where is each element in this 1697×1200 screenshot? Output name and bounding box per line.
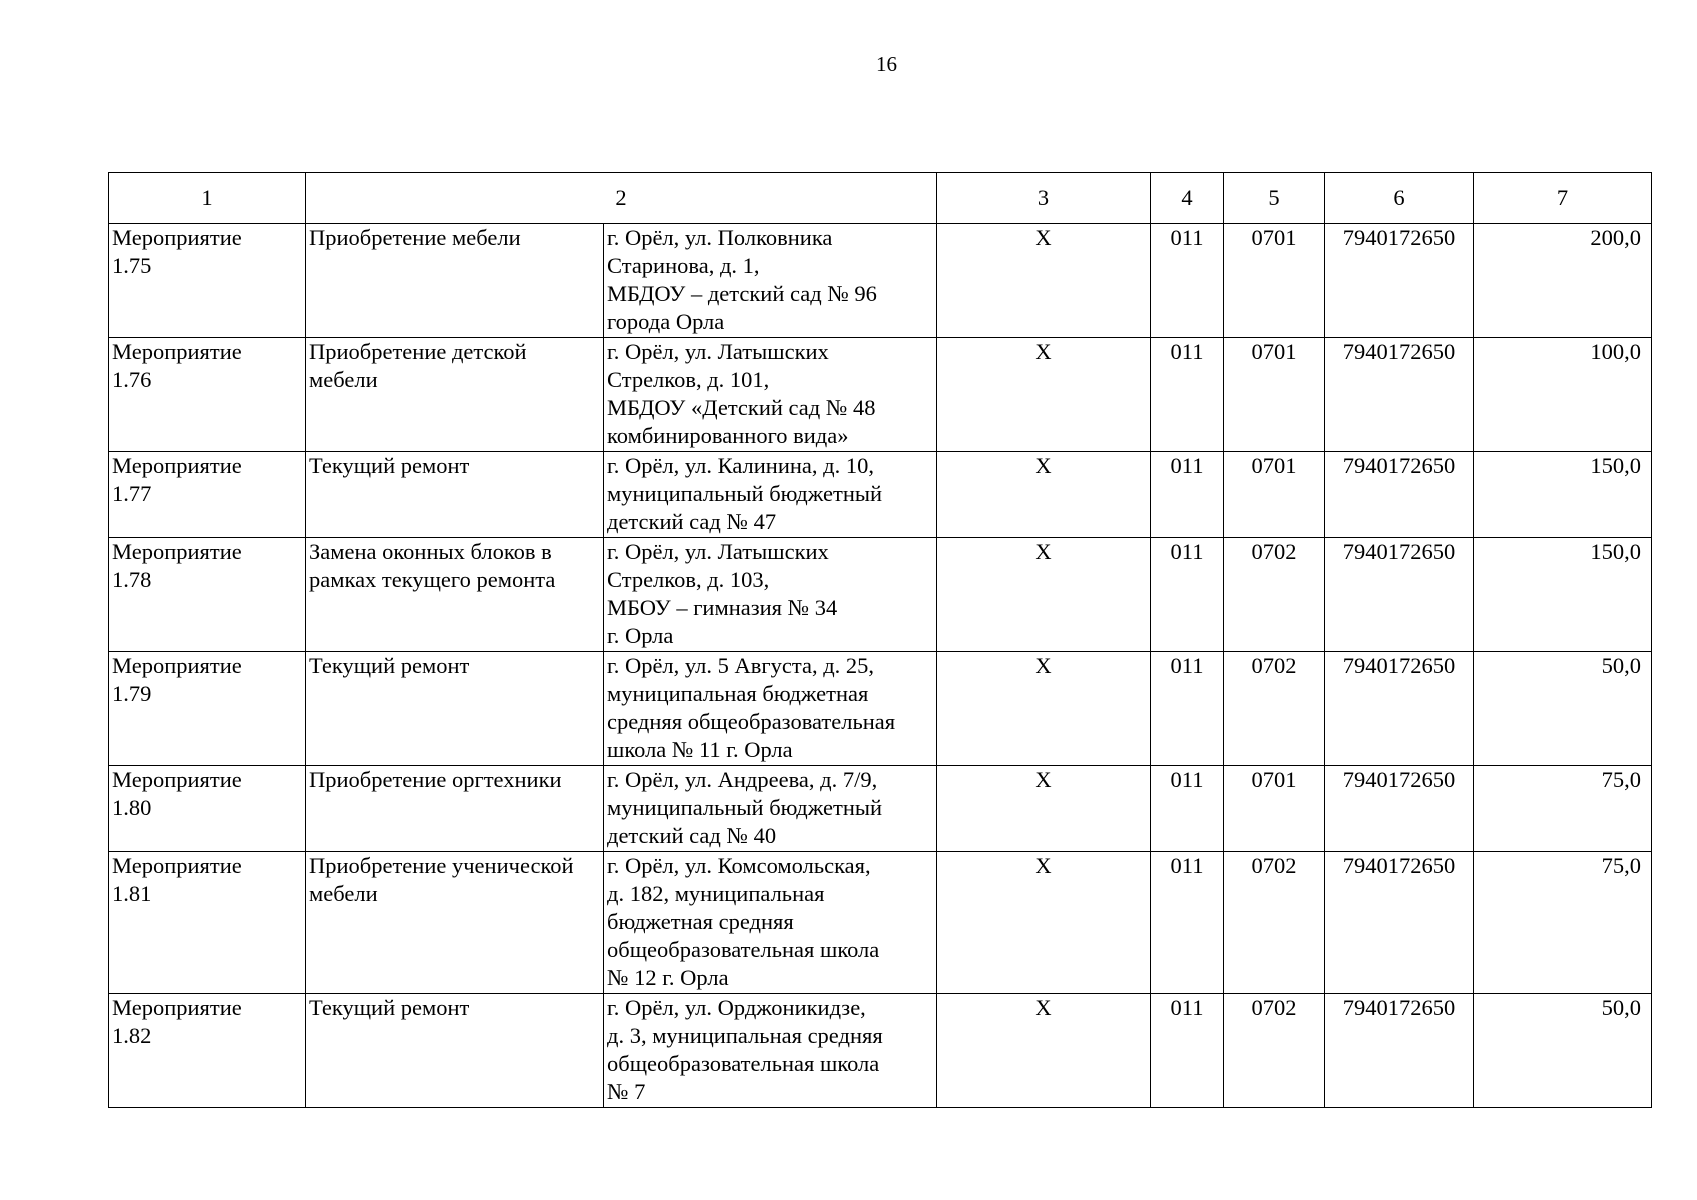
address-cell: г. Орёл, ул. Латышских Стрелков, д. 103, МБОУ – гимназия № 34 г. Орла bbox=[604, 538, 937, 652]
budget-table bbox=[108, 172, 1652, 1108]
event-cell: Мероприятие 1.77 bbox=[109, 452, 306, 538]
header-col-7: 7 bbox=[1474, 173, 1652, 224]
amount-cell: 100,0 bbox=[1474, 338, 1652, 452]
code-4-cell: 011 bbox=[1151, 852, 1224, 994]
event-cell: Мероприятие 1.76 bbox=[109, 338, 306, 452]
address-cell: г. Орёл, ул. Калинина, д. 10, муниципальный бюджетный детский сад № 47 bbox=[604, 452, 937, 538]
table-row bbox=[109, 652, 1652, 766]
table-row bbox=[109, 338, 1652, 452]
code-5-cell: 0702 bbox=[1224, 994, 1325, 1108]
address-cell: г. Орёл, ул. Латышских Стрелков, д. 101, МБДОУ «Детский сад № 48 комбинированного вида» bbox=[604, 338, 937, 452]
amount-cell: 50,0 bbox=[1474, 652, 1652, 766]
marker-cell: Х bbox=[937, 224, 1151, 338]
code-4-cell: 011 bbox=[1151, 766, 1224, 852]
table-row bbox=[109, 224, 1652, 338]
code-6-cell: 7940172650 bbox=[1325, 224, 1474, 338]
code-5-cell: 0701 bbox=[1224, 766, 1325, 852]
code-6-cell: 7940172650 bbox=[1325, 538, 1474, 652]
amount-cell: 75,0 bbox=[1474, 766, 1652, 852]
description-cell: Приобретение детской мебели bbox=[306, 338, 604, 452]
code-6-cell: 7940172650 bbox=[1325, 452, 1474, 538]
amount-cell: 150,0 bbox=[1474, 538, 1652, 652]
description-cell: Замена оконных блоков в рамках текущего ремонта bbox=[306, 538, 604, 652]
table-header bbox=[109, 173, 1652, 224]
amount-cell: 150,0 bbox=[1474, 452, 1652, 538]
table-row bbox=[109, 452, 1652, 538]
header-col-5: 5 bbox=[1224, 173, 1325, 224]
code-6-cell: 7940172650 bbox=[1325, 852, 1474, 994]
code-6-cell: 7940172650 bbox=[1325, 766, 1474, 852]
address-cell: г. Орёл, ул. Андреева, д. 7/9, муниципальный бюджетный детский сад № 40 bbox=[604, 766, 937, 852]
marker-cell: Х bbox=[937, 852, 1151, 994]
description-cell: Текущий ремонт bbox=[306, 994, 604, 1108]
address-cell: г. Орёл, ул. 5 Августа, д. 25, муниципальная бюджетная средняя общеобразовательная школа № 11 г. Орла bbox=[604, 652, 937, 766]
code-4-cell: 011 bbox=[1151, 994, 1224, 1108]
code-6-cell: 7940172650 bbox=[1325, 652, 1474, 766]
table-row bbox=[109, 994, 1652, 1108]
table-body bbox=[109, 224, 1652, 1108]
event-cell: Мероприятие 1.79 bbox=[109, 652, 306, 766]
marker-cell: Х bbox=[937, 452, 1151, 538]
event-cell: Мероприятие 1.75 bbox=[109, 224, 306, 338]
header-col-3: 3 bbox=[937, 173, 1151, 224]
code-5-cell: 0701 bbox=[1224, 452, 1325, 538]
code-5-cell: 0702 bbox=[1224, 652, 1325, 766]
header-row bbox=[109, 173, 1652, 224]
code-4-cell: 011 bbox=[1151, 224, 1224, 338]
table-row bbox=[109, 538, 1652, 652]
marker-cell: Х bbox=[937, 994, 1151, 1108]
event-cell: Мероприятие 1.80 bbox=[109, 766, 306, 852]
header-col-4: 4 bbox=[1151, 173, 1224, 224]
event-cell: Мероприятие 1.82 bbox=[109, 994, 306, 1108]
amount-cell: 50,0 bbox=[1474, 994, 1652, 1108]
header-col-1: 1 bbox=[109, 173, 306, 224]
code-6-cell: 7940172650 bbox=[1325, 994, 1474, 1108]
amount-cell: 75,0 bbox=[1474, 852, 1652, 994]
table-row bbox=[109, 852, 1652, 994]
code-4-cell: 011 bbox=[1151, 452, 1224, 538]
code-5-cell: 0701 bbox=[1224, 338, 1325, 452]
marker-cell: Х bbox=[937, 652, 1151, 766]
code-5-cell: 0702 bbox=[1224, 852, 1325, 994]
amount-cell: 200,0 bbox=[1474, 224, 1652, 338]
description-cell: Текущий ремонт bbox=[306, 652, 604, 766]
page-number: 16 bbox=[876, 52, 897, 76]
code-4-cell: 011 bbox=[1151, 652, 1224, 766]
header-col-6: 6 bbox=[1325, 173, 1474, 224]
description-cell: Приобретение оргтехники bbox=[306, 766, 604, 852]
marker-cell: Х bbox=[937, 338, 1151, 452]
description-cell: Приобретение мебели bbox=[306, 224, 604, 338]
event-cell: Мероприятие 1.81 bbox=[109, 852, 306, 994]
code-4-cell: 011 bbox=[1151, 538, 1224, 652]
description-cell: Текущий ремонт bbox=[306, 452, 604, 538]
code-5-cell: 0701 bbox=[1224, 224, 1325, 338]
header-col-2: 2 bbox=[306, 173, 937, 224]
code-4-cell: 011 bbox=[1151, 338, 1224, 452]
description-cell: Приобретение ученической мебели bbox=[306, 852, 604, 994]
marker-cell: Х bbox=[937, 538, 1151, 652]
event-cell: Мероприятие 1.78 bbox=[109, 538, 306, 652]
code-5-cell: 0702 bbox=[1224, 538, 1325, 652]
address-cell: г. Орёл, ул. Полковника Старинова, д. 1, МБДОУ – детский сад № 96 города Орла bbox=[604, 224, 937, 338]
address-cell: г. Орёл, ул. Орджоникидзе, д. 3, муниципальная средняя общеобразовательная школа № 7 bbox=[604, 994, 937, 1108]
marker-cell: Х bbox=[937, 766, 1151, 852]
table-row bbox=[109, 766, 1652, 852]
code-6-cell: 7940172650 bbox=[1325, 338, 1474, 452]
address-cell: г. Орёл, ул. Комсомольская, д. 182, муниципальная бюджетная средняя общеобразовательная школа № 12 г. Орла bbox=[604, 852, 937, 994]
